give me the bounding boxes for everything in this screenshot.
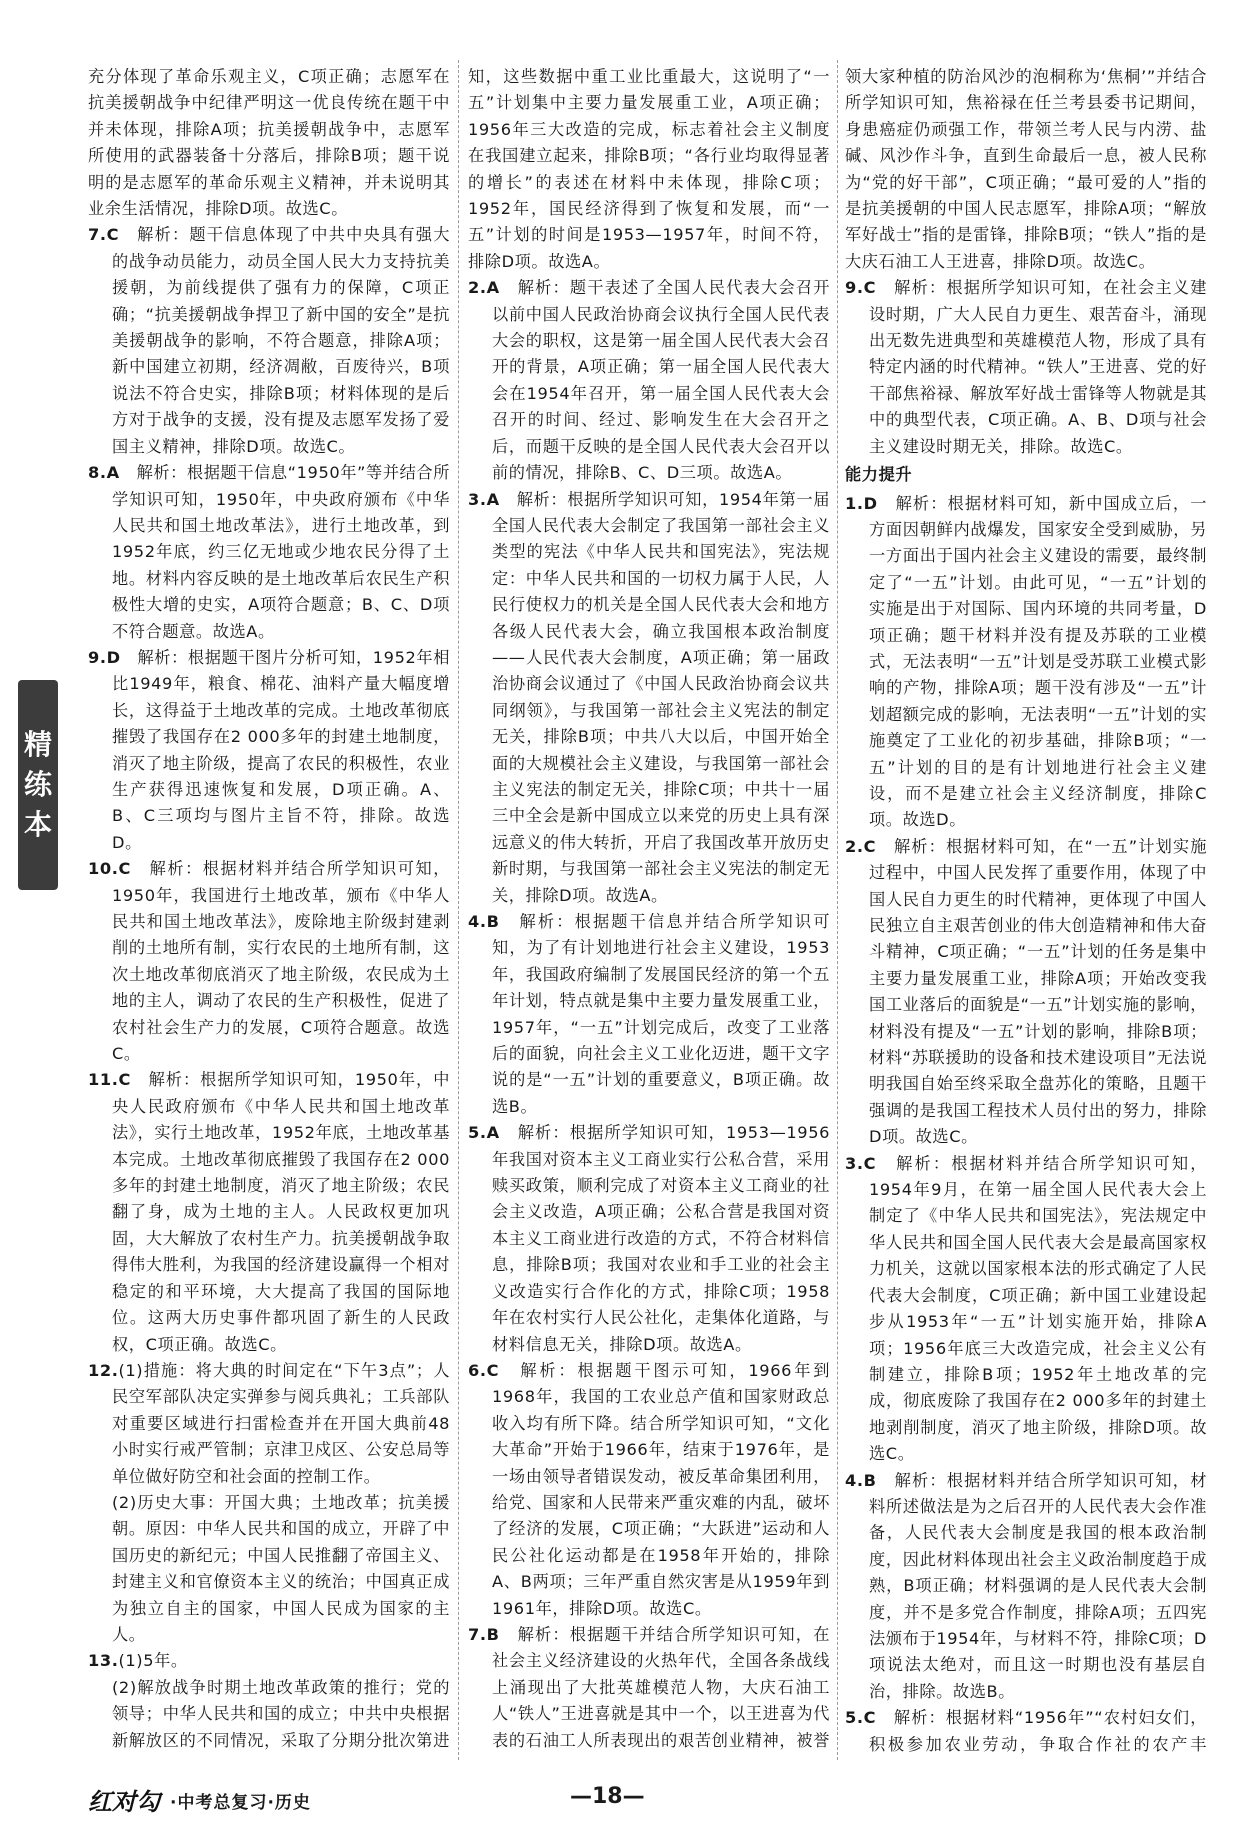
answer-letter: C [118, 859, 131, 879]
answer-number: 10. [88, 859, 119, 879]
answer-number: 3. [468, 489, 487, 509]
answer-item [88, 1648, 450, 1674]
answer-letter: B [486, 1624, 500, 1644]
answer-column-2 [468, 64, 830, 1754]
answer-continuation: 知，这些数据中重工业比重最大，这说明了“一五”计划集中主要力量发展重工业，A项正确；1956年三大改造的完成，标志着社会主义制度在我国建立起来，排除B项；“各行业均取得显著的增长”的表述在材料中未体现，排除C项；1952年，国民经济得到了恢复和发展，而“一五”计划的时间是1953—1957年，时间不符，排除D项。故选A。 [468, 67, 830, 271]
answer-letter: C [118, 1070, 131, 1090]
answer-number: 3. [845, 1153, 864, 1173]
answer-letter: C [863, 1153, 877, 1173]
answer-number: 6. [468, 1360, 487, 1380]
answer-number: 2. [845, 836, 864, 856]
answer-text: 解析：根据材料“1956年”“农村妇女们，积极参加农业劳动，争取合作社的农产丰 [869, 1708, 1207, 1754]
answer-text: 解析：根据材料并结合所学知识可知，1950年，我国进行土地改革，颁布《中华人民共和国土地改革法》，废除地主阶级封建剥削的土地所有制，实行农民的土地所有制，这次土地改革彻底消灭了地主阶级，农民成为土地的主人，调动了农民的生产积极性，促进了农村社会生产力的发展，C项符合题意。故选C。 [112, 859, 450, 1064]
answer-number: 2. [468, 278, 487, 298]
answer-letter: A [486, 489, 500, 509]
column-2-answers [468, 64, 830, 1754]
column-3-answers [845, 64, 1207, 460]
column-3-answers-ability [845, 491, 1207, 1755]
answer-text: 解析：根据题干图示可知，1966年到1968年，我国的工农业总产值和国家财政总收入均有所下降。结合所学知识可知，“文化大革命”开始于1966年，结束于1976年，是一场由领导者错误发动，被反革命集团利用，给党、国家和人民带来严重灾难的内乱，破坏了经济的发展，C项正确；“大跃进”运动和人民公社化运动都是在1958年开始的，排除A、B两项；三年严重自然灾害是从1959年到1961年，排除D项。故选C。 [492, 1360, 830, 1618]
answer-item [845, 1705, 1207, 1754]
answer-item [88, 856, 450, 1067]
answer-text: 解析：根据题干图片分析可知，1952年相比1949年，粮食、棉花、油料产量大幅度增长，这得益于土地改革的完成。土地改革彻底摧毁了我国存在2 000多年的封建土地制度，消灭了地主阶级，提高了农民的积极性，农业生产获得迅速恢复和发展，D项正确。A、B、C三项均与图片主旨不符，排除。故选D。 [112, 647, 450, 852]
answer-item [468, 487, 830, 910]
footer-book-title: ·中考总复习·历史 [170, 1793, 311, 1813]
answer-item [88, 460, 450, 645]
answer-text: 解析：根据材料可知，在“一五”计划实施过程中，中国人民发挥了重要作用，体现了中国人民自力更生的时代精神，更体现了中国人民独立自主艰苦创业的伟大创造精神和伟大奋斗精神，C项正确；“一五”计划的任务是集中主要力量发展重工业，排除A项；开始改变我国工业落后的面貌是“一五”计划实施的影响，材料没有提及“一五”计划的影响，排除B项；材料“苏联援助的设备和技术建设项目”无法说明我国自始至终采取全盘苏化的策略，且题干强调的是我国工程技术人员付出的努力，排除D项。故选C。 [869, 836, 1207, 1147]
answer-letter: B [863, 1470, 877, 1490]
answer-letter: A [486, 1123, 500, 1143]
answer-text: 解析：根据材料并结合所学知识可知，材料所述做法是为之后召开的人民代表大会作准备，人民代表大会制度是我国的根本政治制度，因此材料体现出社会主义政治制度趋于成熟，B项正确；材料强调的是人民代表大会制度，并不是多党合作制度，排除A项；五四宪法颁布于1954年，与材料不符，排除C项；D项说法太绝对，而且这一时期也没有基层自治，排除。故选B。 [869, 1470, 1207, 1701]
answer-subpart: (2)解放战争时期土地改革政策的推行；党的领导；中华人民共和国的成立；中共中央根据新解放区的不同情况，采取了分期分批次第进 [112, 1677, 450, 1750]
page-footer [88, 1782, 1208, 1816]
answer-number: 9. [845, 278, 864, 298]
answer-continuation: 领大家种植的防治风沙的泡桐称为‘焦桐’”并结合所学知识可知，焦裕禄在任兰考县委书记期间，身患癌症仍顽强工作，带领兰考人民与内涝、盐碱、风沙作斗争，直到生命最后一息，被人民称为“党的好干部”，C项正确；“最可爱的人”指的是抗美援朝的中国人民志愿军，排除A项；“解放军好战士”指的是雷锋，排除B项；“铁人”指的是大庆石油工人王进喜，排除D项。故选C。 [845, 67, 1207, 271]
answer-text: 解析：根据所学知识可知，在社会主义建设时期，广大人民自力更生、艰苦奋斗，涌现出无数先进典型和英雄模范人物，形成了具有特定内涵的时代精神。“铁人”王进喜、党的好干部焦裕禄、解放军好战士雷锋等人物就是其中的典型代表，C项正确。A、B、D项与社会主义建设时期无关，排除。故选C。 [869, 278, 1207, 456]
answer-text: 解析：根据材料可知，新中国成立后，一方面因朝鲜内战爆发，国家安全受到威胁，另一方面出于国内社会主义建设的需要，最终制定了“一五”计划。由此可见，“一五”计划的实施是出于对国际、国内环境的共同考量，D项正确；题干材料并没有提及苏联的工业模式，无法表明“一五”计划是受苏联工业模式影响的产物，排除A项；题干没有涉及“一五”计划超额完成的影响，无法表明“一五”计划的实施奠定了工业化的初步基础，排除B项；“一五”计划的目的是有计划地进行社会主义建设，而不是建立社会主义经济制度，排除C项。故选D。 [869, 493, 1207, 830]
answer-number: 5. [468, 1123, 487, 1143]
side-tab [18, 680, 58, 890]
answer-text: 解析：题干表述了全国人民代表大会召开以前中国人民政治协商会议执行全国人民代表大会的职权，这是第一届全国人民代表大会召开的背景，A项正确；第一届全国人民代表大会在1954年召开，第一届全国人民代表大会召开的时间、经过、影响发生在大会召开之后，而题干反映的是全国人民代表大会召开以前的情况，排除B、C、D三项。故选A。 [492, 278, 830, 483]
answer-item [468, 1622, 830, 1754]
answer-item [88, 1067, 450, 1357]
answer-text: 解析：题干信息体现了中共中央具有强大的战争动员能力，动员全国人民大力支持抗美援朝，为前线提供了强有力的保障，C项正确；“抗美援朝战争捍卫了新中国的安全”是抗美援朝战争的影响，不符合题意，排除A项；新中国建立初期，经济凋敝，百废待兴，B项说法不符合史实，排除B项；材料体现的是后方对于战争的支援，没有提及志愿军发扬了爱国主义精神，排除D项。故选C。 [112, 225, 450, 456]
section-heading-ability: 能力提升 [845, 465, 913, 485]
answer-letter: C [863, 836, 877, 856]
answer-letter: A [486, 278, 500, 298]
column-divider-1 [458, 60, 459, 1760]
answer-item [845, 491, 1207, 834]
answer-number: 7. [468, 1624, 487, 1644]
answer-item [88, 1358, 450, 1490]
answer-text: 解析：根据所学知识可知，1954年第一届全国人民代表大会制定了我国第一部社会主义类型的宪法《中华人民共和国宪法》，宪法规定：中华人民共和国的一切权力属于人民，人民行使权力的机关是全国人民代表大会和地方各级人民代表大会，确立我国根本政治制度——人民代表大会制度，A项正确；第一届政治协商会议通过了《中国人民政治协商会议共同纲领》，与我国第一部社会主义宪法的制定无关，排除B项；中共八大以后，中国开始全面的大规模社会主义建设，与我国第一部社会主义宪法的制定无关，排除C项；中共十一届三中全会是新中国成立以来党的历史上具有深远意义的伟大转折，开启了我国改革开放历史新时期，与我国第一部社会主义宪法的制定无关，排除D项。故选A。 [492, 489, 830, 905]
answer-item [845, 275, 1207, 460]
column-divider-2 [837, 60, 838, 1760]
answer-letter: C [863, 1708, 877, 1728]
answer-item [845, 1468, 1207, 1706]
answer-letter: D [106, 647, 121, 667]
answer-text: (1)5年。 [118, 1651, 188, 1671]
answer-number: 7. [88, 225, 107, 245]
answer-number: 4. [845, 1470, 864, 1490]
answer-number: 12. [88, 1360, 119, 1380]
answer-item [88, 222, 450, 460]
answer-text: (1)措施：将大典的时间定在“下午3点”；人民空军部队决定实弹参与阅兵典礼；工兵部队对重要区域进行扫雷检查并在开国大典前48小时实行戒严管制；京津卫戍区、公安总局等单位做好防空和社会面的控制工作。 [112, 1360, 450, 1486]
answer-item [468, 275, 830, 486]
brand-logo: 红对勾 [88, 1787, 160, 1816]
answer-column-1 [88, 64, 450, 1754]
answer-letter: C [486, 1360, 500, 1380]
answer-letter: A [106, 463, 120, 483]
side-tab-char: 精 [23, 728, 52, 761]
page-number: —18— [570, 1784, 645, 1809]
answer-column-3 [845, 64, 1207, 1754]
answer-item [468, 1120, 830, 1358]
answer-text: 解析：根据题干信息“1950年”等并结合所学知识可知，1950年，中央政府颁布《中华人民共和国土地改革法》，进行土地改革，到1952年底，约三亿无地或少地农民分得了土地。材料内容反映的是土地改革后农民生产积极性大增的史实，A项符合题意；B、C、D项不符合题意。故选A。 [112, 463, 450, 641]
answer-number: 9. [88, 647, 107, 667]
answer-continuation: 充分体现了革命乐观主义，C项正确；志愿军在抗美援朝战争中纪律严明这一优良传统在题干中并未体现，排除A项；抗美援朝战争中，志愿军所使用的武器装备十分落后，排除B项；题干说明的是志愿军的革命乐观主义精神，并未说明其业余生活情况，排除D项。故选C。 [88, 67, 450, 219]
answer-text: 解析：根据题干信息并结合所学知识可知，为了有计划地进行社会主义建设，1953年，我国政府编制了发展国民经济的第一个五年计划，特点就是集中主要力量发展重工业，1957年，“一五”计划完成后，改变了工业落后的面貌，向社会主义工业化迈进，题干文字说的是“一五”计划的重要意义，B项正确。故选B。 [492, 912, 830, 1116]
column-1-answers [88, 64, 450, 1754]
side-tab-char: 练 [23, 768, 52, 801]
answer-letter: B [486, 912, 500, 931]
answer-text: 解析：根据所学知识可知，1953—1956年我国对资本主义工商业实行公私合营，采用赎买政策，顺利完成了对资本主义工商业的社会主义改造，A项正确；公私合营是我国对资本主义工商业进行改造的方式，不符合材料信息，排除B项；我国对农业和手工业的社会主义改造实行合作化的方式，排除C项；1958年在农村实行人民公社化，走集体化道路，与材料信息无关，排除D项。故选A。 [492, 1123, 830, 1354]
answer-number: 13. [88, 1651, 119, 1671]
answer-letter: C [863, 278, 877, 298]
answer-letter: C [106, 225, 120, 245]
answer-text: 解析：根据题干并结合所学知识可知，在社会主义经济建设的火热年代，全国各条战线上涌现出了大批英雄模范人物，大庆石油工人“铁人”王进喜就是其中一个，以王进喜为代表的石油工人所表现出的艰苦创业精神，被誉 [492, 1624, 830, 1750]
answer-text: 解析：根据材料并结合所学知识可知，1954年9月，在第一届全国人民代表大会上制定了《中华人民共和国宪法》，宪法规定中华人民共和国全国人民代表大会是最高国家权力机关，这就以国家根本法的形式确定了人民代表大会制度，C项正确；新中国工业建设起步从1953年“一五”计划实施开始，排除A项；1956年底三大改造完成，社会主义公有制建立，排除B项；1952年土地改革的完成，彻底废除了我国存在2 000多年的封建土地剥削制度，消灭了地主阶级，排除D项。故选C。 [869, 1153, 1207, 1464]
answer-item [845, 1151, 1207, 1468]
answer-item [845, 834, 1207, 1151]
answer-item [88, 645, 450, 856]
answer-number: 5. [845, 1708, 864, 1728]
answer-item [468, 909, 830, 1120]
answer-letter: D [863, 493, 878, 513]
answer-item [468, 1358, 830, 1622]
answer-number: 11. [88, 1070, 119, 1090]
answer-number: 4. [468, 912, 487, 931]
answer-subpart: (2)历史大事：开国大典；土地改革；抗美援朝。原因：中华人民共和国的成立，开辟了中国历史的新纪元；中国人民推翻了帝国主义、封建主义和官僚资本主义的统治；中国真正成为独立自主的国家，中国人民成为国家的主人。 [112, 1492, 450, 1644]
answer-text: 解析：根据所学知识可知，1950年，中央人民政府颁布《中华人民共和国土地改革法》，实行土地改革，1952年底，土地改革基本完成。土地改革彻底摧毁了我国存在2 000多年的封建土地制度，消灭了地主阶级；农民翻了身，成为土地的主人。人民政权更加巩固，大大解放了农村生产力。抗美援朝战争取得伟大胜利，为我国的经济建设赢得一个相对稳定的和平环境，大大提高了我国的国际地位。这两大历史事件都巩固了新生的人民政权，C项正确。故选C。 [112, 1070, 450, 1354]
answer-number: 1. [845, 493, 864, 513]
answer-number: 8. [88, 463, 107, 483]
side-tab-char: 本 [23, 808, 52, 841]
